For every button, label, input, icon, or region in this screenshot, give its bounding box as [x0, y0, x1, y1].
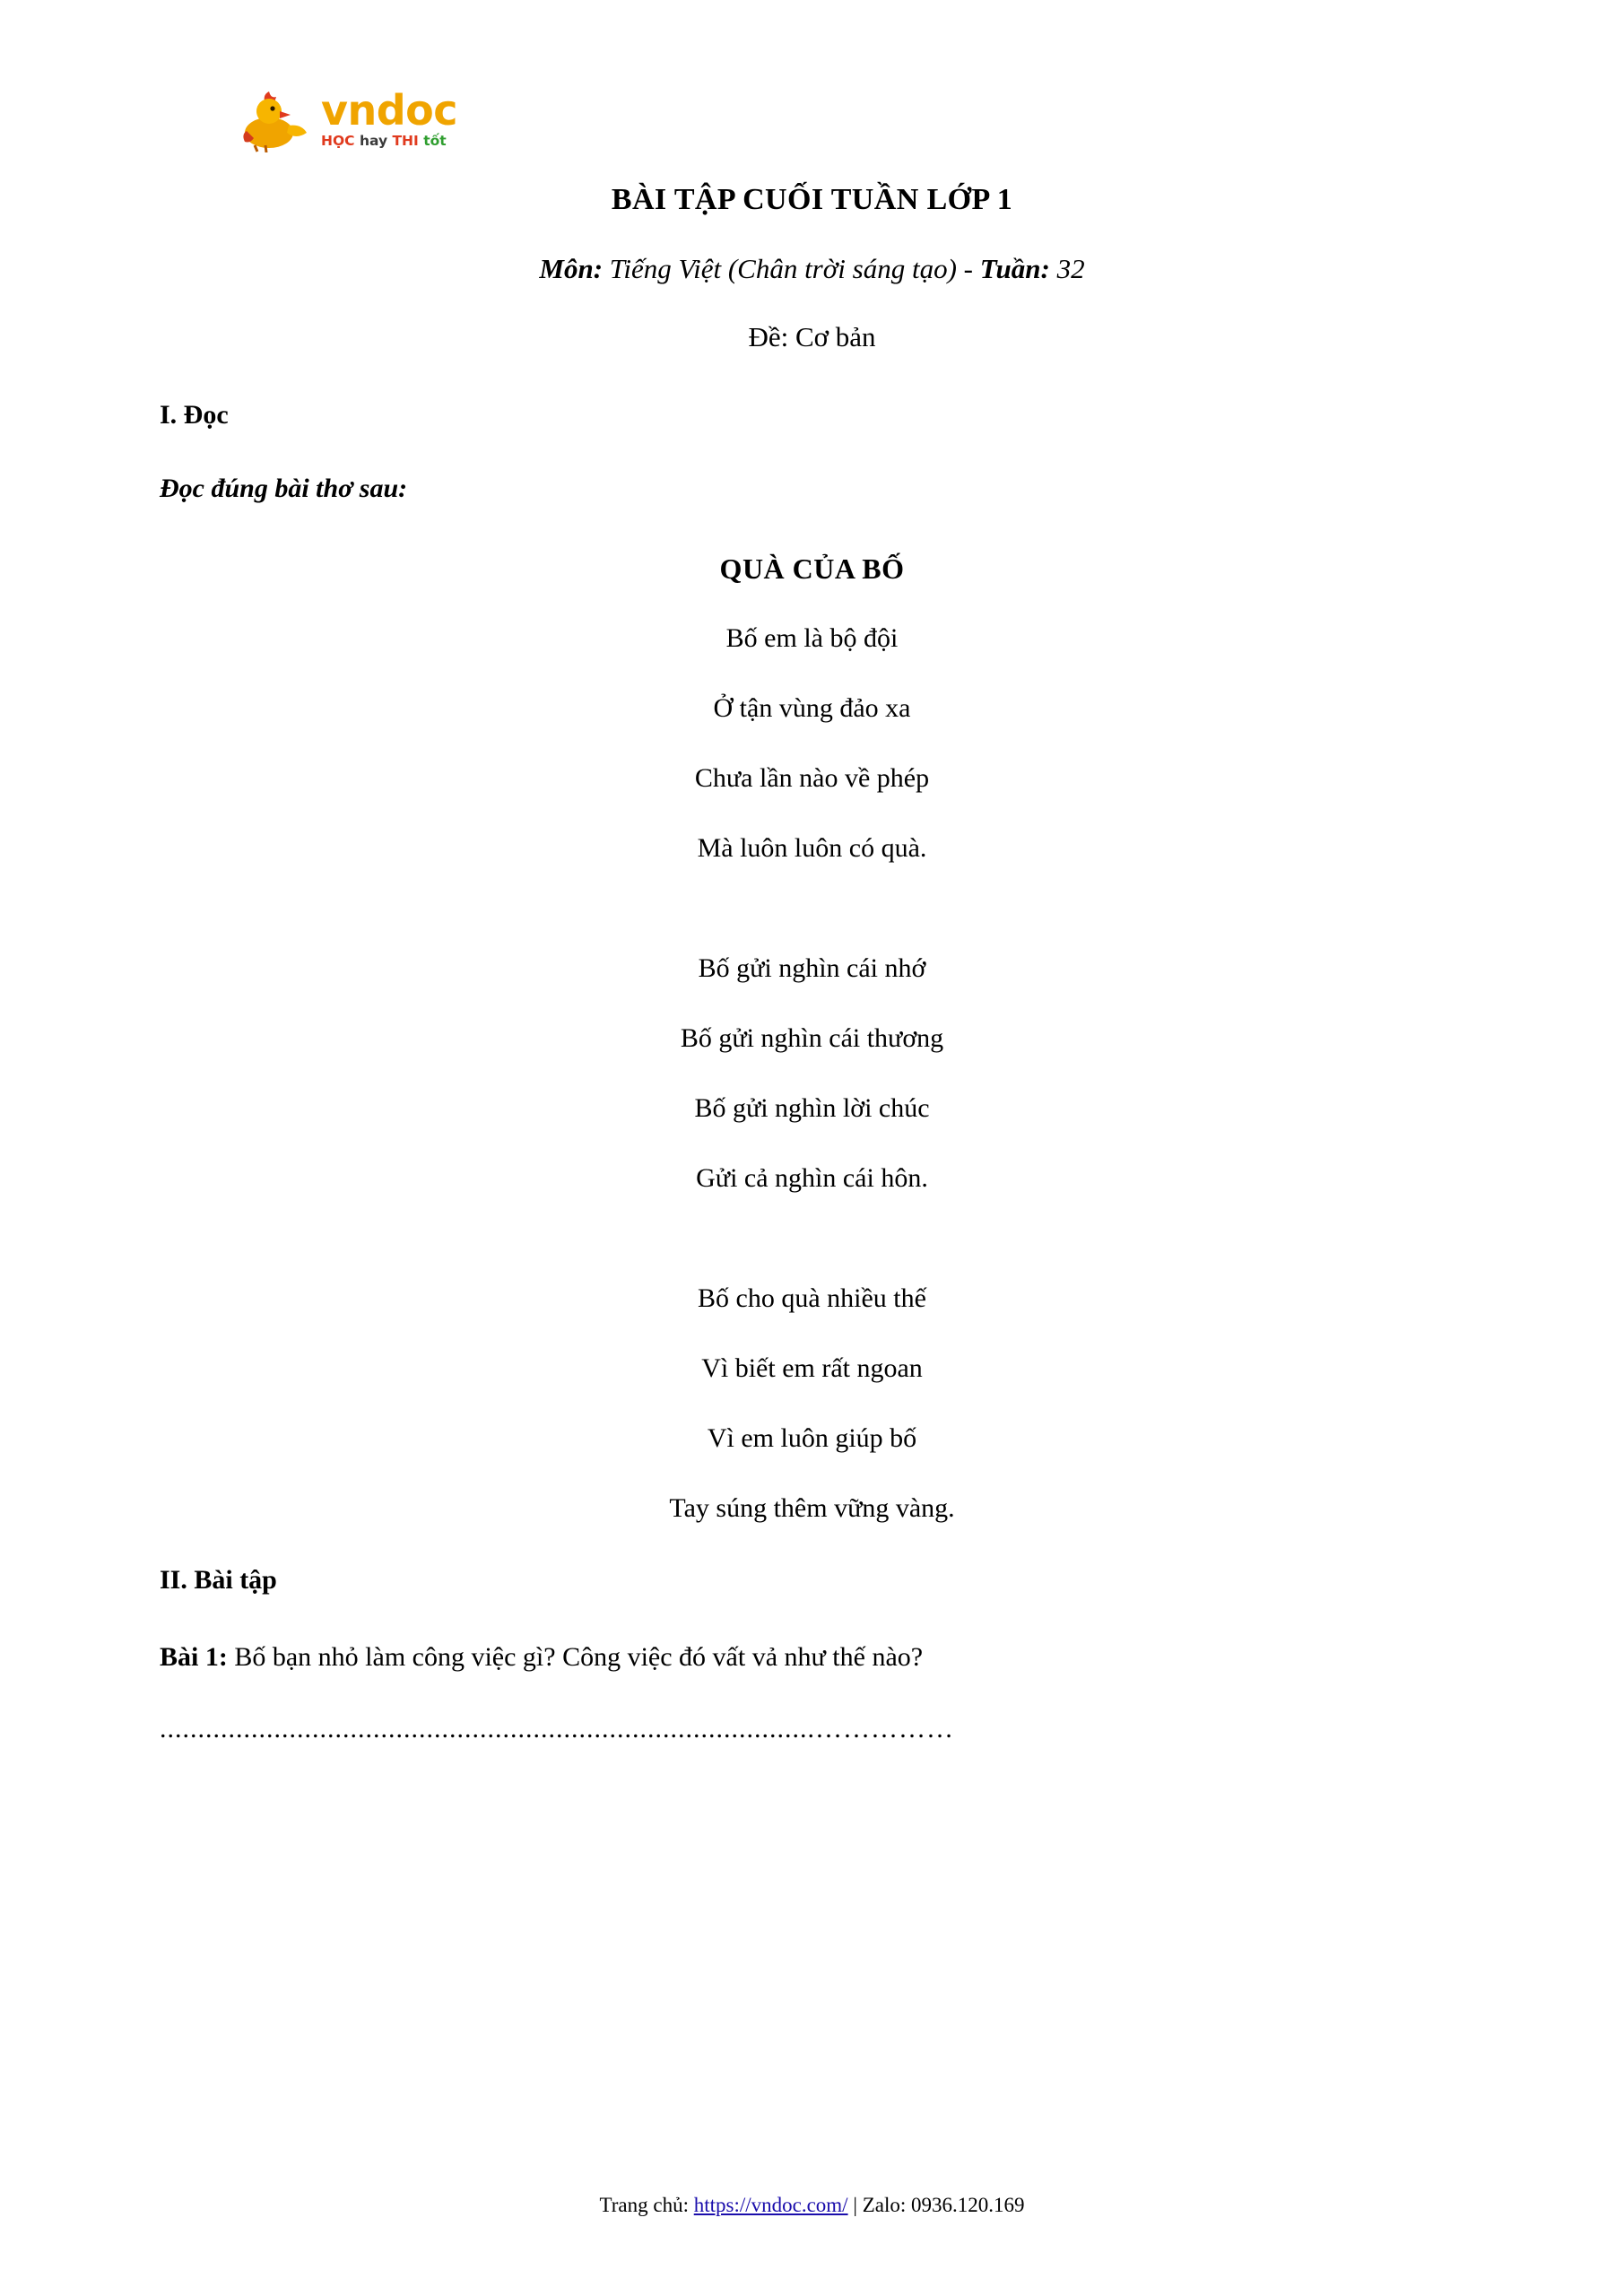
document-level-line: [135, 321, 1489, 353]
poem-line: Bố em là bộ đội: [725, 623, 899, 653]
logo-tagline-part-hay: hay: [359, 133, 388, 149]
subject-label: Môn:: [539, 253, 604, 284]
footer-link[interactable]: https://vndoc.com/: [693, 2194, 848, 2216]
footer-contact: Zalo: 0936.120.169: [862, 2194, 1025, 2216]
poem-line: Mà luôn luôn có quà.: [697, 833, 927, 863]
exercise-item: [160, 1642, 1489, 1673]
reading-instruction: Đọc đúng bài thơ sau:: [160, 474, 408, 503]
level-label: Đề:: [748, 321, 789, 352]
stanza-gap: [135, 1235, 1489, 1285]
logo-wordmark: vndoc: [321, 86, 458, 135]
poem-line: Bố gửi nghìn cái thương: [680, 1023, 944, 1053]
stanza-gap: [135, 905, 1489, 955]
subject-value: Tiếng Việt (Chân trời sáng tạo) -: [609, 253, 973, 284]
exercise-text: Bố bạn nhỏ làm công việc gì? Công việc đó vất vả như thế nào?: [234, 1642, 924, 1672]
poem-line: Bố gửi nghìn lời chúc: [694, 1093, 930, 1123]
week-value: 32: [1056, 253, 1085, 284]
poem-block: [135, 552, 1489, 1522]
logo-tagline-part-tot: tốt: [423, 133, 447, 149]
poem-line: Tay súng thêm vững vàng.: [669, 1493, 955, 1523]
vndoc-logo: [242, 63, 1489, 152]
section-heading-reading: I. Đọc: [160, 400, 229, 430]
footer-separator: |: [853, 2194, 857, 2216]
page-title: BÀI TẬP CUỐI TUẦN LỚP 1: [611, 183, 1013, 216]
exercise-label: Bài 1:: [160, 1642, 228, 1672]
poem-line: Gửi cả nghìn cái hôn.: [696, 1163, 928, 1193]
logo-tagline-part-hoc: HỌC: [321, 133, 355, 149]
poem-line: Bố gửi nghìn cái nhớ: [698, 953, 926, 983]
rooster-logo-icon: [242, 86, 312, 152]
poem-line: Bố cho quà nhiều thế: [698, 1283, 926, 1313]
section-heading-exercises: II. Bài tập: [160, 1565, 277, 1595]
week-label: Tuần:: [979, 253, 1050, 284]
poem-line: Vì biết em rất ngoan: [701, 1353, 923, 1383]
document-subject-line: [135, 253, 1489, 285]
page-footer: [0, 2194, 1624, 2217]
poem-line: Chưa lần nào về phép: [694, 763, 930, 793]
poem-line: Ở tận vùng đảo xa: [713, 693, 911, 723]
answer-line[interactable]: ......................................................................................……………: [160, 1714, 954, 1744]
logo-tagline-part-thi: THI: [392, 133, 419, 149]
level-value: Cơ bản: [795, 321, 876, 352]
footer-prefix: Trang chủ:: [599, 2194, 689, 2216]
logo-tagline: [321, 133, 457, 149]
poem-title: QUÀ CỦA BỐ: [719, 552, 905, 585]
poem-line: Vì em luôn giúp bố: [707, 1423, 917, 1453]
